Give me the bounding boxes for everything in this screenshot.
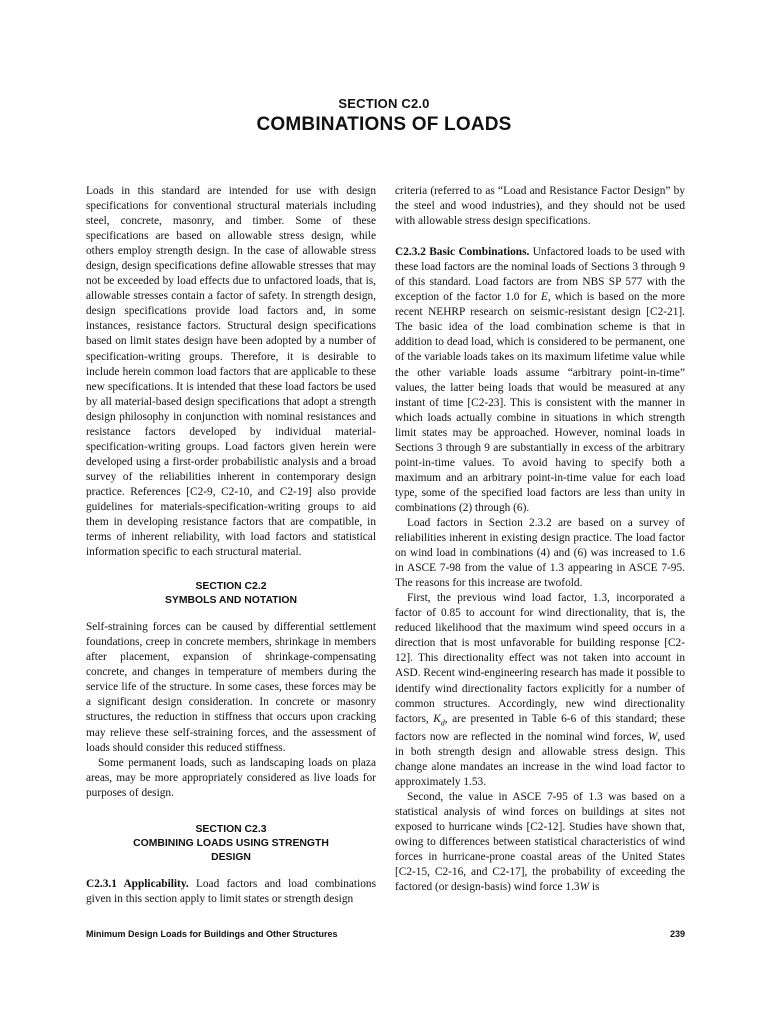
c22-paragraph-2: Some permanent loads, such as landscaping loads on plaza areas, may be more appropriately considered as live loads for purposes of design. (86, 756, 376, 799)
page-footer (86, 928, 685, 940)
c232-runin-heading: C2.3.2 Basic Combinations. (395, 246, 530, 259)
page-number: 239 (669, 929, 685, 939)
page-header (0, 96, 768, 137)
first-reason-text-a: First, the previous wind load factor, 1.3, incorporated a factor of 0.85 to account for wind directionality, that is, the reduced likelihood that the maximum wind speed occurs in a direction that is most unfavorable for building response [C2-12]. This directionality effect was not taken into account in ASD. Recent wind-engineering research has made it possible to identify wind directionality factors explicitly for a number of common structures. Accordingly, new wind directionality factors, (395, 592, 685, 725)
section-c22-number: SECTION C2.2 (195, 581, 267, 593)
second-reason-text-a: Second, the value in ASCE 7-95 of 1.3 was based on a statistical analysis of wind forces on buildings at sites not exposed to hurricane winds [C2-12]. Studies have shown that, owing to differences between statistical characteristics of wind forces in hurricane-prone coastal areas of the United States [C2-15, C2-16, and C2-17], the probability of exceeding the factored (or design-basis) wind force 1.3 (395, 791, 685, 894)
c232-paragraph (395, 245, 685, 516)
section-title: COMBINATIONS OF LOADS (256, 114, 512, 135)
section-c23-heading (86, 823, 376, 865)
c232-var-e: E (540, 291, 548, 304)
first-reason-sub-d: d (440, 717, 445, 727)
wind-load-paragraph: Load factors in Section 2.3.2 are based on a survey of reliabilities inherent in existing design practice. The load factor on wind load in combinations (4) and (6) was increased to 1.6 in ASCE 7-98 from the value of 1.3 appearing in ASCE 7-95. The reasons for this increase are twofold. (395, 516, 685, 590)
section-c23-title-line1: COMBINING LOADS USING STRENGTH (133, 837, 329, 849)
section-number: SECTION C2.0 (338, 96, 430, 111)
first-reason-text-c: , used in both strength design and allowable stress design. This change alone mandates an increase in the wind load factor to approximately 1.53. (395, 730, 686, 789)
intro-paragraph: Loads in this standard are intended for use with design specifications for conventional structural materials including steel, concrete, masonry, and timber. Some of these specifications are based on allowable stress design, while others employ strength design. In the case of allowable stress design, design specifications define allowable stresses that may not be exceeded by load effects due to unfactored loads, that is, allowable stresses contain a factor of safety. In strength design, design specifications provide load factors and, in some instances, resistance factors. Structural design specifications based on limit states design have been adopted by a number of specification-writing groups. Therefore, it is desirable to include herein common load factors that are applicable to these new specifications. It is intended that these load factors be used by all material-based design specifications that adopt a strength design philosophy in conjunction with nominal resistances and resistance factors developed by individual material-specification-writing groups. Load factors given herein were developed using a first-order probabilistic analysis and a broad survey of the reliabilities inherent in contemporary design practice. References [C2-9, C2-10, and C2-19] also provide guidelines for materials-specification-writing groups to aid them in developing resistance factors that are compatible, in terms of inherent reliability, with load factors and statistical information specific to each structural material. (86, 185, 376, 559)
second-reason-text-b: is (589, 881, 600, 894)
c232-text-b: , which is based on the more recent NEHRP research on seismic-resistant design [C2-21]. The basic idea of the load combination scheme is that in addition to dead load, which is considered to be permanent, one of the variable loads takes on its maximum lifetime value while the other variable loads assume “arbitrary point-in-time” values, the latter being loads that would be measured at any instant of time [C2-23]. This is consistent with the manner in which loads actually combine in situations in which strength limit states may be approached. However, nominal loads in Sections 3 through 9 are substantially in excess of the arbitrary point-in-time values. To avoid having to specify both a maximum and an arbitrary point-in-time value for each load type, some of the specified load factors are less than unity in combinations (2) through (6). (395, 291, 685, 514)
section-c22-title: SYMBOLS AND NOTATION (165, 595, 297, 607)
first-reason-var-k: K (433, 712, 441, 725)
section-c23-number: SECTION C2.3 (195, 823, 267, 835)
c232-text-a: Unfactored loads to be used with these load factors are the nominal loads of Sections 3 through 9 of this standard. Load factors are from NBS SP 577 with the exception of the factor 1.0 for (395, 246, 685, 304)
right-column (395, 184, 685, 895)
running-title: Minimum Design Loads for Buildings and Other Structures (86, 929, 338, 939)
c231-runin-heading: C2.3.1 Applicability. (86, 877, 189, 890)
second-reason-var-w: W (579, 881, 590, 894)
continuation-paragraph: criteria (referred to as “Load and Resistance Factor Design” by the steel and wood industries), and they should not be used with allowable stress design specifications. (395, 185, 685, 228)
section-c23-title-line2: DESIGN (211, 851, 251, 863)
c231-paragraph (86, 877, 376, 907)
c231-text: Load factors and load combinations given in this section apply to limit states or strength design (86, 877, 376, 905)
first-reason-var-w: W (647, 730, 658, 743)
c22-paragraph-1: Self-straining forces can be caused by differential settlement foundations, creep in concrete members, shrinkage in members after placement, expansion of shrinkage-compensating concrete, and changes in temperature of members during the service life of the structure. In some cases, these forces may be a significant design consideration. In concrete or masonry structures, the reduction in stiffness that occurs upon cracking may relieve these self-straining forces, and the assessment of loads should consider this reduced stiffness. (86, 621, 376, 754)
first-reason-paragraph (395, 591, 685, 790)
second-reason-paragraph (395, 790, 685, 895)
left-column (86, 184, 376, 907)
section-c22-heading (86, 580, 376, 608)
first-reason-text-b: , are presented in Table 6-6 of this standard; these factors now are reflected in the nominal wind forces, (395, 712, 685, 743)
